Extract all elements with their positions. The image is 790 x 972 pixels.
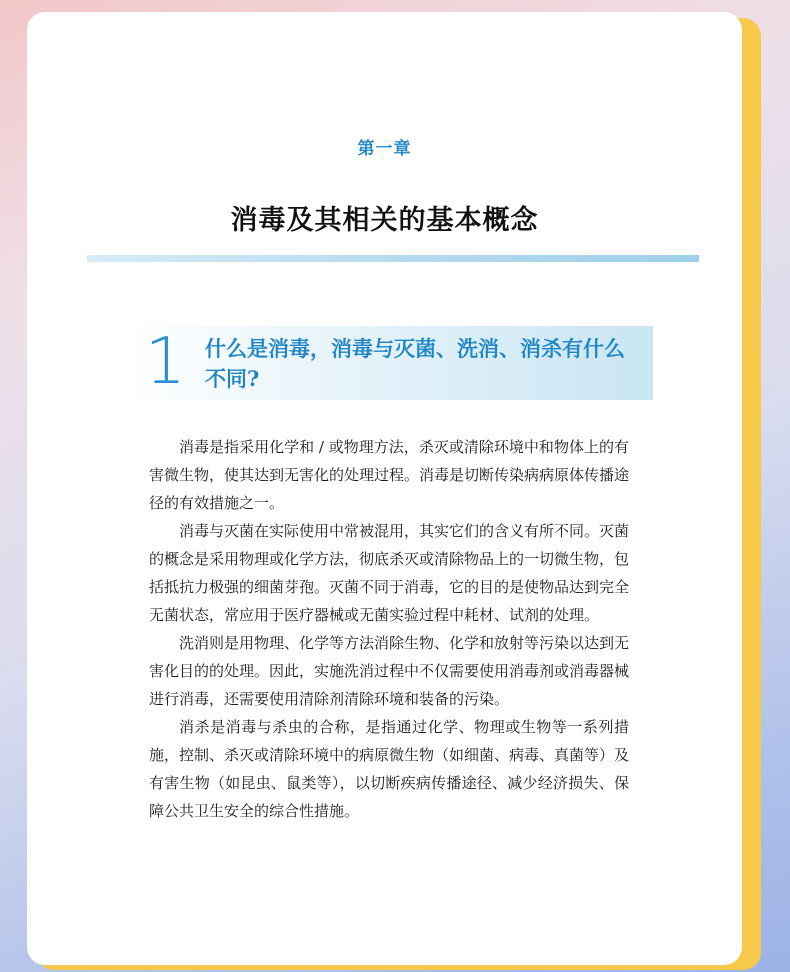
chapter-label: 第一章: [357, 139, 412, 159]
document-page: [27, 12, 742, 965]
section-number: 1: [145, 325, 186, 399]
body-text: [149, 433, 629, 825]
paragraph: 消杀是消毒与杀虫的合称，是指通过化学、物理或生物等一系列措施，控制、杀灭或清除环境中的病原微生物（如细菌、病毒、真菌等）及有害生物（如昆虫、鼠类等），以切断疾病传播途径、减少经济损失、保障公共卫生安全的综合性措施。: [149, 718, 630, 820]
paragraph: 消毒与灭菌在实际使用中常被混用，其实它们的含义有所不同。灭菌的概念是采用物理或化学方法，彻底杀灭或清除物品上的一切微生物，包括抵抗力极强的细菌芽孢。灭菌不同于消毒，它的目的是使物品达到完全无菌状态，常应用于医疗器械或无菌实验过程中耗材、试剂的处理。: [149, 522, 630, 624]
title-divider: [87, 255, 699, 262]
section-title: 什么是消毒，消毒与灭菌、洗消、消杀有什么不同?: [205, 336, 625, 391]
paragraph: 消毒是指采用化学和 / 或物理方法，杀灭或清除环境中和物体上的有害微生物，使其达到无害化的处理过程。消毒是切断传染病病原体传播途径的有效措施之一。: [149, 438, 630, 512]
paragraph: 洗消则是用物理、化学等方法消除生物、化学和放射等污染以达到无害化目的的处理。因此，实施洗消过程中不仅需要使用消毒剂或消毒器械进行消毒，还需要使用清除剂清除环境和装备的污染。: [149, 634, 630, 708]
chapter-title: 消毒及其相关的基本概念: [230, 205, 539, 236]
